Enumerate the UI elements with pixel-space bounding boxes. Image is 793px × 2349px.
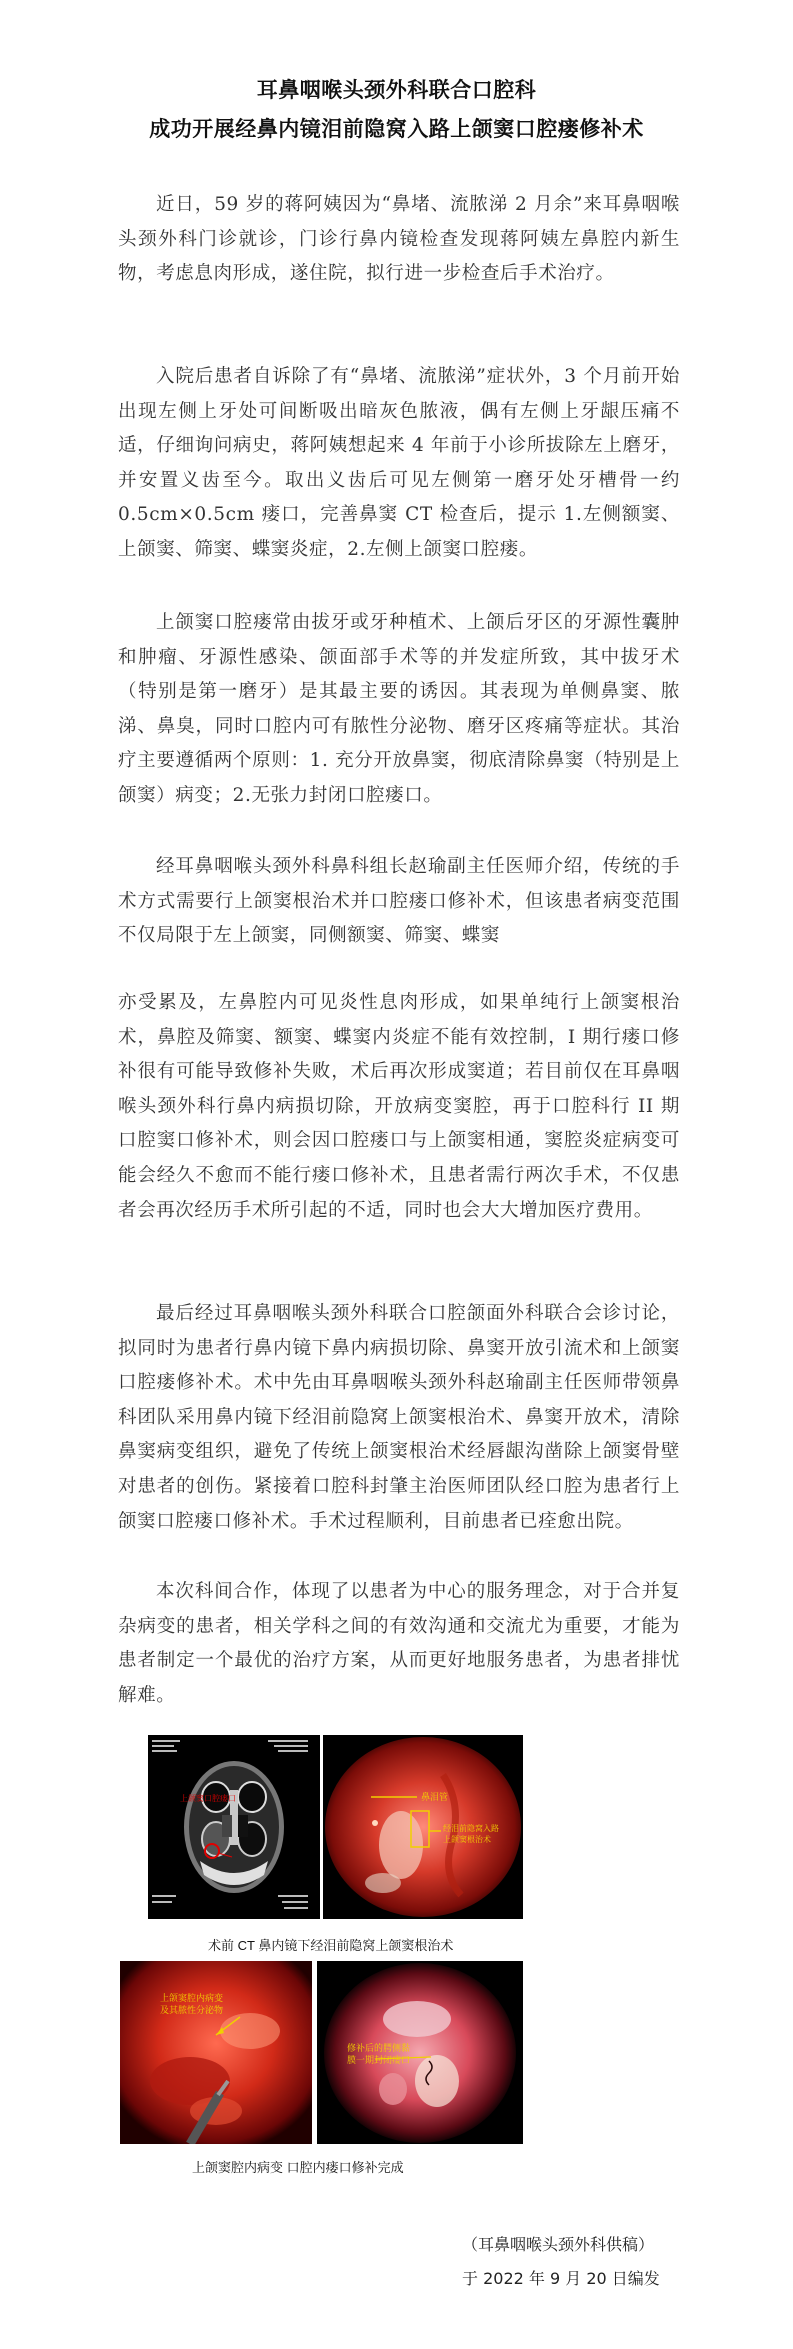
ct-scan-image xyxy=(148,1735,320,1919)
endo-approach-label-1: 经泪前隐窝入路 xyxy=(443,1824,499,1833)
figure1-caption: 术前 CT 鼻内镜下经泪前隐窝上颌窦根治术 xyxy=(208,1938,454,1953)
article-title-line1: 耳鼻咽喉头颈外科联合口腔科 xyxy=(256,78,537,102)
ct-fistula-label: 上颌窦口腔瘘口 xyxy=(180,1794,236,1803)
endoscope-image-1 xyxy=(323,1735,523,1919)
paragraph-surgery: 最后经过耳鼻咽喉头颈外科联合口腔颌面外科联合会诊讨论，拟同时为患者行鼻内镜下鼻内病损切除、鼻窦开放引流术和上颌窦口腔瘘修补术。术中先由耳鼻咽喉头颈外科赵瑜副主任医师带领鼻科团队采用鼻内镜下经泪前隐窝上颌窦根治术、鼻窦开放术，清除鼻窦病变组织，避免了传统上颌窦根治术经唇龈沟凿除上颌窦骨壁对患者的创伤。紧接着口腔科封肇主治医师团队经口腔为患者行上颌窦口腔瘘口修补术。手术过程顺利，目前患者已痊愈出院。 xyxy=(118,1303,680,1532)
paragraph-conclusion: 本次科间合作，体现了以患者为中心的服务理念，对于合并复杂病变的患者，相关学科之间的有效沟通和交流尤为重要，才能为患者制定一个最优的治疗方案，从而更好地服务患者，为患者排忧解难。 xyxy=(118,1581,680,1706)
footer-source: （耳鼻咽喉头颈外科供稿） xyxy=(462,2235,655,2254)
paragraph-background: 上颌窦口腔瘘常由拔牙或牙种植术、上颌后牙区的牙源性囊肿和肿瘤、牙源性感染、颌面部手术等的并发症所致，其中拔牙术（特别是第一磨牙）是其最主要的诱因。其表现为单侧鼻窦、脓涕、鼻臭，同时口腔内可有脓性分泌物、磨牙区疼痛等症状。其治疗主要遵循两个原则：1. 充分开放鼻窦，彻底清除鼻窦（特别是上颌窦）病变；2.无张力封闭口腔瘘口。 xyxy=(118,612,680,806)
oral-repair-image xyxy=(317,1961,523,2144)
lesion-label-1: 上颌窦腔内病变 xyxy=(160,1993,224,2003)
ct-label xyxy=(86,1781,236,1803)
endo-nasolacrimal-label: 鼻泪管 xyxy=(421,1792,449,1802)
article-title-line2: 成功开展经鼻内镜泪前隐窝入路上颌窦口腔瘘修补术 xyxy=(149,117,644,141)
repair-label-1: 修补后的腭侧黏 xyxy=(347,2043,411,2053)
lesion-label-2: 及其脓性分泌物 xyxy=(160,2005,224,2015)
footer-date: 于 2022 年 9 月 20 日编发 xyxy=(462,2269,660,2288)
paragraph-intro: 近日，59 岁的蒋阿姨因为“鼻堵、流脓涕 2 月余”来耳鼻咽喉头颈外科门诊就诊，门诊行鼻内镜检查发现蒋阿姨左鼻腔内新生物，考虑息肉形成，遂住院，拟行进一步检查后手术治疗。 xyxy=(118,194,680,285)
paragraph-expert-part2: 亦受累及，左鼻腔内可见炎性息肉形成，如果单纯行上颌窦根治术，鼻腔及筛窦、额窦、蝶窦内炎症不能有效控制，I 期行瘘口修补很有可能导致修补失败，术后再次形成窦道；若目前仅在耳鼻咽喉头颈外科行鼻内病损切除，开放病变窦腔，再于口腔科行 II 期口腔窦口修补术，则会因口腔瘘口与上颌窦相通，窦腔炎症病变可能会经久不愈而不能行瘘口修补术，且患者需行两次手术，不仅患者会再次经历手术所引起的不适，同时也会大大增加医疗费用。 xyxy=(118,992,680,1221)
paragraph-history: 入院后患者自诉除了有“鼻堵、流脓涕”症状外，3 个月前开始出现左侧上牙处可间断吸出暗灰色脓液，偶有左侧上牙龈压痛不适，仔细询问病史，蒋阿姨想起来 4 年前于小诊所拔除左上磨牙，并安置义齿至今。取出义齿后可见左侧第一磨牙处牙槽骨一约 0.5cm×0.5cm 瘘口，完善鼻窦 CT 检查后，提示 1.左侧额窦、上颌窦、筛窦、蝶窦炎症，2.左侧上颌窦口腔瘘。 xyxy=(118,366,680,560)
maxillary-lesion-image xyxy=(120,1961,312,2144)
repair-label-2: 膜一期封闭瘘口 xyxy=(347,2055,411,2065)
endo-approach-label-2: 上颌窦根治术 xyxy=(443,1835,491,1844)
figure2-caption: 上颌窦腔内病变 口腔内瘘口修补完成 xyxy=(192,2160,404,2175)
paragraph-expert-part1: 经耳鼻咽喉头颈外科鼻科组长赵瑜副主任医师介绍，传统的手术方式需要行上颌窦根治术并口腔瘘口修补术，但该患者病变范围不仅局限于左上颌窦，同侧额窦、筛窦、蝶窦 xyxy=(118,856,680,947)
